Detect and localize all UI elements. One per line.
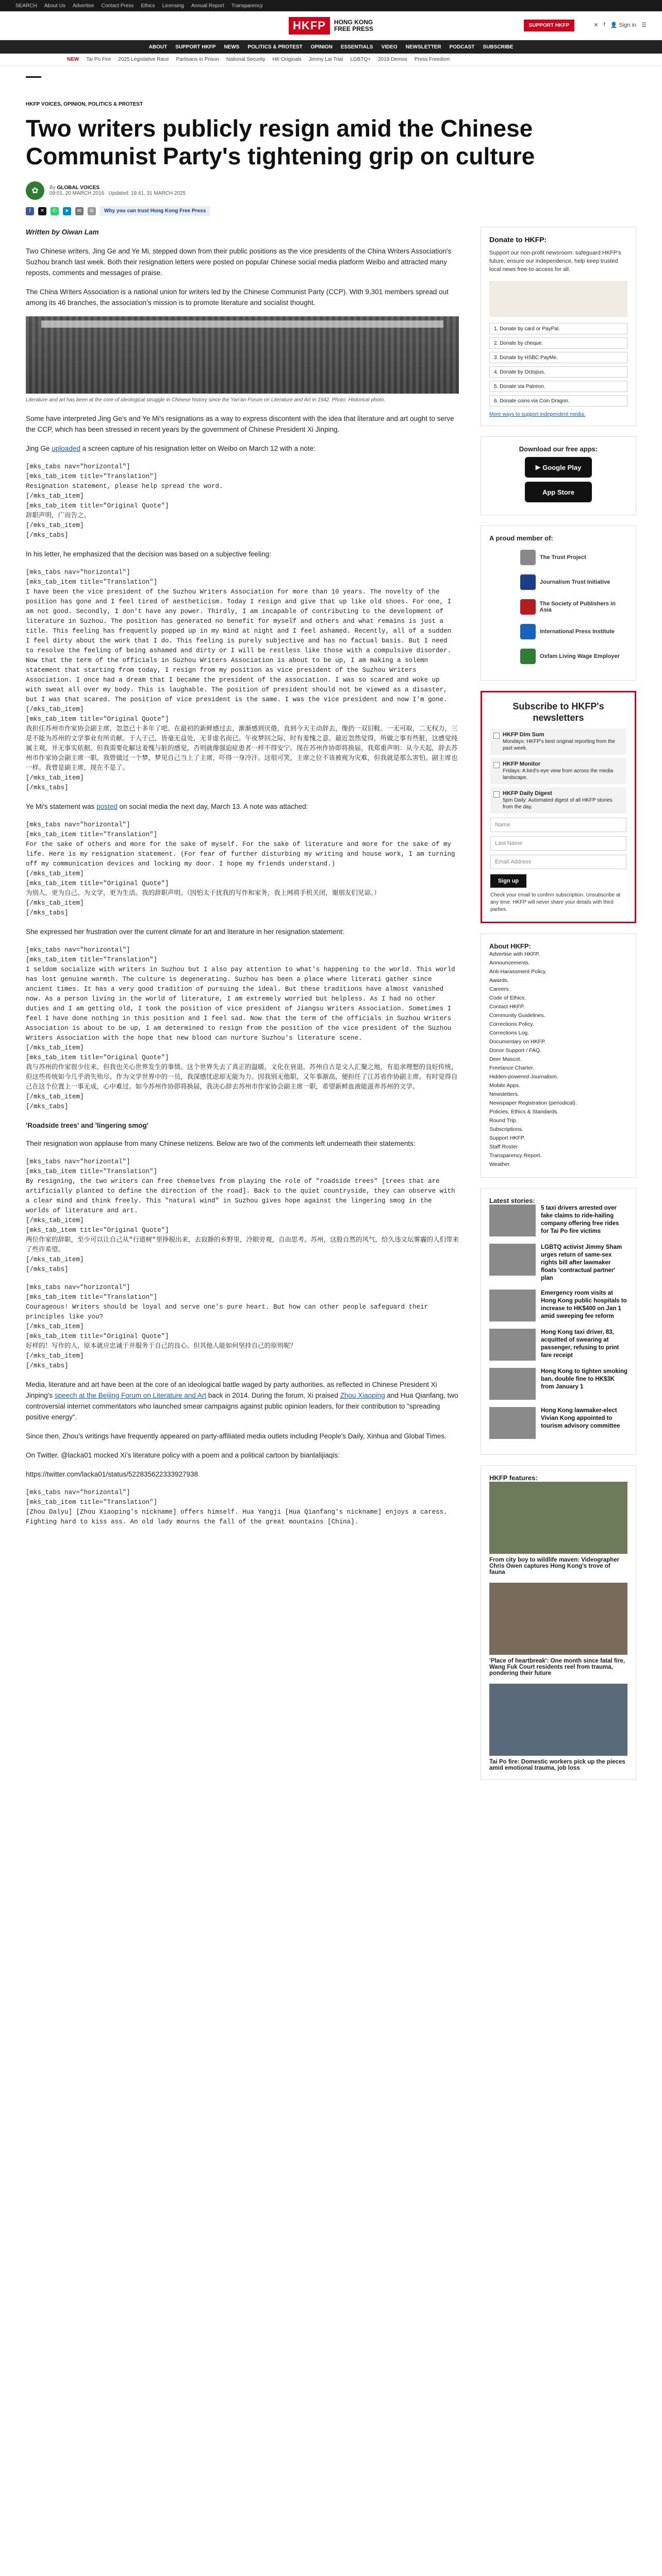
member-logo[interactable]: The Trust Project bbox=[520, 548, 627, 567]
logo-mark: HKFP bbox=[289, 17, 330, 35]
story-title[interactable]: Hong Kong to tighten smoking ban, double fine to HK$3K from January 1 bbox=[541, 1368, 628, 1390]
feature-image[interactable] bbox=[489, 1482, 627, 1554]
about-item[interactable]: Newspaper Registration (periodical). bbox=[489, 1100, 577, 1106]
apps-box bbox=[481, 436, 636, 515]
logo-text: HONG KONG FREE PRESS bbox=[334, 18, 373, 32]
about-item[interactable]: Awards. bbox=[489, 977, 509, 984]
masthead bbox=[0, 11, 662, 40]
ticker-item[interactable]: 2025 Legislative Race bbox=[118, 57, 169, 62]
story-thumbnail[interactable] bbox=[489, 1329, 536, 1361]
story-thumbnail[interactable] bbox=[489, 1244, 536, 1276]
top-utility-bar bbox=[0, 0, 662, 11]
article-body bbox=[26, 227, 459, 1535]
more-ways-link[interactable]: More ways to support independent media. bbox=[489, 412, 586, 417]
member-logo[interactable]: Oxfam Living Wage Employer bbox=[520, 647, 627, 666]
whatsapp-share-icon[interactable]: ✆ bbox=[51, 207, 59, 215]
feature-title[interactable]: 'Place of heartbreak': One month since fatal fire, Wang Fuk Court residents reel from trauma, pondering their future bbox=[489, 1658, 625, 1676]
features-title: HKFP features: bbox=[489, 1474, 538, 1482]
member-title: A proud member of: bbox=[489, 534, 553, 542]
feature-image[interactable] bbox=[489, 1583, 627, 1655]
about-item[interactable]: Community Guidelines. bbox=[489, 1012, 545, 1019]
author-avatar: ✿ bbox=[26, 181, 44, 200]
donate-option[interactable]: 6. Donate coins via Coin Dragon. bbox=[489, 395, 627, 406]
topbar-annual-report[interactable]: Annual Report bbox=[191, 3, 224, 9]
ticker-item[interactable]: Tai Po Fire bbox=[86, 57, 111, 62]
share-bar bbox=[26, 206, 636, 216]
membership-box bbox=[481, 526, 636, 681]
paragraph: The China Writers Association is a national union for writers led by the Chinese Communist Party (CCP). With 9,301 members spread out among its 46 branches, the association's mission is to promote literature and socialist thought. bbox=[26, 288, 449, 307]
nav-politics[interactable]: POLITICS & PROTEST bbox=[247, 44, 303, 50]
about-item[interactable]: Policies, Ethics & Standards. bbox=[489, 1109, 559, 1115]
about-list bbox=[489, 950, 627, 1169]
about-item[interactable]: Careers. bbox=[489, 986, 510, 992]
newsletter-option[interactable]: HKFP Daily Digest 5pm Daily: Automated digest of all HKFP stories from the day. bbox=[490, 787, 626, 814]
category-rule bbox=[26, 76, 143, 107]
copy-link-icon[interactable]: ⧉ bbox=[88, 207, 96, 215]
paragraph: Some have interpreted Jing Ge's and Ye Mi's resignations as a way to express discontent with the idea that literature and art ought to serve the CCP, which has been stressed in recent years by the government of Chinese President Xi Jinping. bbox=[26, 415, 454, 433]
subscribe-note: Check your email to confirm subscription. Unsubscribe at any time. HKFP will never share your details with third parties. bbox=[490, 892, 621, 912]
nav-news[interactable]: NEWS bbox=[224, 44, 240, 50]
feature-card[interactable] bbox=[489, 1684, 627, 1771]
nav-opinion[interactable]: OPINION bbox=[310, 44, 333, 50]
story-title[interactable]: Hong Kong taxi driver, 83, acquitted of swearing at passenger, refusing to print fare receipt bbox=[541, 1329, 619, 1359]
ticker-item[interactable]: Jimmy Lai Trial bbox=[308, 57, 343, 62]
posted-link[interactable]: posted bbox=[96, 803, 118, 810]
topbar-search[interactable]: SEARCH bbox=[15, 3, 37, 9]
story-card[interactable] bbox=[489, 1244, 627, 1282]
newsletter-box bbox=[481, 691, 636, 923]
quote-block: [mks_tabs nav="horizontal"] [mks_tab_item title="Translation"] By resigning, the two writers can free themselves from playing the role of "roadside trees" [trees that are artificially planted to define the direction of the road]. Back to the quiet countryside, they can observe with a clear mind and think freely. This "natural wind" in Suzhou gives hope against the lingering smog in the worlds of literature and art. [/mks_tab_item] [mks_tab_item title="Original Quote"] 两位作家的辞职，至少可以让自己从"行道树"里挣脱出来，去寂静的乡野里，冷眼旁观，自由思考。苏州，这股自然的风气，给久违文坛雾霾的人们带来了些许希望。 [/mks_tab_item] [/mks_tabs] bbox=[26, 1158, 459, 1273]
story-card[interactable] bbox=[489, 1290, 627, 1321]
checkbox-icon[interactable] bbox=[493, 762, 500, 768]
paragraph: Their resignation won applause from many Chinese netizens. Below are two of the comments left underneath their statements: bbox=[26, 1140, 416, 1147]
feature-card[interactable] bbox=[489, 1482, 627, 1575]
feature-image[interactable] bbox=[489, 1684, 627, 1756]
donate-option[interactable]: 3. Donate by HSBC PayMe. bbox=[489, 352, 627, 363]
uploaded-link[interactable]: uploaded bbox=[52, 445, 80, 452]
nav-support[interactable]: SUPPORT HKFP bbox=[175, 44, 216, 50]
paragraph: Since then, Zhou's writings have frequently appeared on party-affiliated media outlets including People's Daily, Xinhua and Global Times. bbox=[26, 1432, 446, 1440]
about-item[interactable]: Documentary on HKFP. bbox=[489, 1039, 546, 1045]
newsletter-option[interactable]: HKFP Monitor Fridays: A bird's-eye view from across the media landscape. bbox=[490, 758, 626, 784]
quote-block: [mks_tabs nav="horizontal"] [mks_tab_item title="Translation"] I have been the vice president of the Suzhou Writers Association for more than 10 years. The novelty of the position has gone and I feel tired of aestheticism. Today I resign and give that up like old shoes. For one, I am not good. Secondly, I don't have any power. Thirdly, I am incapable of contributing to the development of literature in Suzhou. The position has generated no benefit for myself and others and what remains is just a title. This feeling has frequently popped up in my mind at night and I feel ashamed. Recently, all of a sudden I feel dirty about the work that I do. This feeling is purely subjective and has no factual basis. But I need to resolve the feeling of being ashamed and dirty or I will be restless like those with a compulsive disorder. Now that the term of the officials in Suzhou Writers Association is about to be up, I am making a solemn statement that starting from today, I resign from my position as vice president of the Suzhou Writers Association. I once had a dream that I became the president of the association. I was so scared and woke up with sweat all over my body. This is laughable. The position of president should not be viewed as a disaster, but I was that scared. The position of vice president is the same. I was the vice president and now I'm gone. [/mks_tab_item] [mks_tab_item title="Original Quote"] 我担任苏州市作家协会副主席，忽忽已十多年了吧。在最初的新鲜感过去，渐渐感到厌倦，直到今天主动辞去，像扔一双旧鞋。一无可取，二无权力，三是不能为苏州的文学事业有所贡献。于人于己，皆毫无益处，无非虚名而已。午夜梦回之际，时有羞愧之意。最近忽然觉得，所做之事有些脏，这感觉纯属主观，并无事实依据。但我需要化解这羞愧与脏的感觉，否则就像强迫症患者一样不得安宁。现在苏州作协即将换届，我郑重声明：从今天起，辞去苏州市作家协会副主席一职。我曾做过一个梦，梦见自己当上了主席，吓得一身冷汗。这很可笑，主席之位不该被视为灾难，但我就是那么害怕。副主席也一样。我曾是副主席，现在不是了。 [/mks_tab_item] [/mks_tabs] bbox=[26, 569, 458, 791]
email-share-icon[interactable]: ✉ bbox=[75, 207, 84, 215]
about-item[interactable]: Mobile Apps. bbox=[489, 1082, 521, 1089]
donate-image bbox=[489, 281, 627, 317]
ticker-item[interactable]: 2019 Demos bbox=[378, 57, 407, 62]
nav-video[interactable]: VIDEO bbox=[381, 44, 398, 50]
topbar-about[interactable]: About Us bbox=[44, 3, 65, 9]
member-logo[interactable]: International Press Institute bbox=[520, 622, 627, 641]
quote-block: [mks_tabs nav="horizontal"] [mks_tab_item title="Translation"] I seldom socialize with writers in Suzhou but I also pay attention to what's happening to the world. This world has lost genuine warmth. The culture is degenerating. Suzhou has been a place where literati gather since ancient times. It has a very good tradition of pursuing the ideal. But these traditions have almost vanished now. As a person living in the world of literature, I am extremely worried but helpless. As I had no other duties and I am getting old, I took the position of vice president of Jiangsu Writers Association. Sometimes I feel I have done nothing in this position and I feel sad. Now that the term of the officials in Suzhou Writers Association is about to be up, I am determined to resign from the position of the vice president of the Suzhou Writers Association with the hope that new blood can nurture Suzhou's literature scene. [/mks_tab_item] [mks_tab_item title="Original Quote"] 我与苏州的作家很少往来，但我也关心世界发生的事情。这个世界失去了真正的温暖，文化在衰退。苏州自古是文人汇聚之地，有追求理想的良好传统，但这些传统如今几乎消失殆尽。作为文学世界中的一员，我深感忧虑却无能为力。因我别无他职，又年事渐高，便担任了江苏省作协副主席。有时觉得自己在这个位置上一事无成，心中难过。如今苏州作协即将换届，我决心辞去苏州市作家协会副主席一职，希望新鲜血液能滋养苏州的文学。 [/mks_tab_item] [/mks_tabs] bbox=[26, 946, 458, 1110]
about-item[interactable]: Donor Support / FAQ. bbox=[489, 1047, 541, 1054]
checkbox-icon[interactable] bbox=[493, 733, 500, 739]
article-category[interactable]: HKFP VOICES, OPINION, POLITICS & PROTEST bbox=[26, 101, 143, 107]
paragraph: In his letter, he emphasized that the decision was based on a subjective feeling: bbox=[26, 550, 271, 558]
about-item[interactable]: Staff Roster. bbox=[489, 1144, 519, 1150]
masthead-actions bbox=[593, 22, 647, 28]
tweet-url[interactable]: https://twitter.com/lacka01/status/522835622333927938 bbox=[26, 1470, 198, 1478]
paragraph: Two Chinese writers, Jing Ge and Ye Mi, stepped down from their public positions as the vice presidents of the China Writers Association's Suzhou branch last week. Both their resignation letters were posted on popular Chinese social media platform Weibo and attracted many reposts, comments and messages of praise. bbox=[26, 247, 452, 277]
checkbox-icon[interactable] bbox=[493, 791, 500, 798]
story-title[interactable]: 5 taxi drivers arrested over fake claims to ride-hailing company offering free rides for Tai Po fire victims bbox=[541, 1205, 619, 1234]
story-title[interactable]: LGBTQ activist Jimmy Sham urges return of same-sex rights bill after lawmaker floats 'contractual partner' plan bbox=[541, 1244, 622, 1281]
section-heading: 'Roadside trees' and 'lingering smog' bbox=[26, 1122, 148, 1129]
ticker-item[interactable]: HK Originals bbox=[272, 57, 302, 62]
topbar-licensing[interactable]: Licensing bbox=[162, 3, 184, 9]
paragraph: Jing Ge uploaded a screen capture of his resignation letter on Weibo on March 12 with a note: bbox=[26, 445, 316, 452]
quote-block: [mks_tabs nav="horizontal"] [mks_tab_item title="Translation"] [Zhou Dalyu] [Zhou Xiaoping's nickname] offers himself. Hua Yangji [Hua Qianfang's nickname] enjoys a caress. Fighting hard to kiss ass. An old lady mourns the fall of the great mountains [China]. bbox=[26, 1489, 448, 1526]
ticker-item[interactable]: Partisans in Prison bbox=[176, 57, 219, 62]
nav-podcast[interactable]: PODCAST bbox=[449, 44, 475, 50]
app-store-button[interactable]: App Store bbox=[525, 482, 592, 502]
topic-ticker bbox=[0, 54, 662, 66]
x-share-icon[interactable]: ✕ bbox=[38, 207, 46, 215]
apps-title: Download our free apps: bbox=[519, 445, 598, 453]
quote-block: [mks_tabs nav="horizontal"] [mks_tab_item title="Translation"] Resignation statement, please help spread the word. [/mks_tab_item] [mks_tab_item title="Original Quote"] 辞职声明，广而告之。 [/mks_tab_item] [/mks_tabs] bbox=[26, 463, 223, 539]
signup-button[interactable]: Sign up bbox=[490, 874, 526, 888]
story-card[interactable] bbox=[489, 1205, 627, 1236]
last-name-field[interactable]: Last Name bbox=[490, 836, 626, 851]
article-header bbox=[26, 76, 636, 216]
features-box bbox=[481, 1465, 636, 1780]
topbar-contact[interactable]: Contact Press bbox=[101, 3, 134, 9]
nav-newsletter[interactable]: NEWSLETTER bbox=[405, 44, 441, 50]
about-item[interactable]: Newsletters. bbox=[489, 1091, 519, 1097]
ticker-item[interactable]: Press Freedom bbox=[414, 57, 450, 62]
topbar-advertise[interactable]: Advertise bbox=[72, 3, 94, 9]
donate-option[interactable]: 2. Donate by cheque. bbox=[489, 337, 627, 349]
twitter-icon[interactable]: ✕ bbox=[593, 22, 599, 28]
story-title[interactable]: Emergency room visits at Hong Kong public hospitals to increase to HK$400 on Jan 1 amid sweeping fee reform bbox=[541, 1290, 627, 1319]
topbar-ethics[interactable]: Ethics bbox=[141, 3, 155, 9]
story-thumbnail[interactable] bbox=[489, 1290, 536, 1321]
historical-photo bbox=[26, 316, 459, 394]
facebook-share-icon[interactable]: f bbox=[26, 207, 34, 215]
donate-option[interactable]: 5. Donate via Patreon. bbox=[489, 381, 627, 392]
story-title[interactable]: Hong Kong lawmaker-elect Vivian Kong appointed to tourism advisory committee bbox=[541, 1408, 620, 1429]
paragraph: She expressed her frustration over the current climate for art and literature in her resignation statement: bbox=[26, 928, 344, 936]
story-card[interactable] bbox=[489, 1329, 627, 1361]
menu-icon[interactable]: ☰ bbox=[641, 22, 647, 28]
subscribe-title: Subscribe to HKFP's newsletters bbox=[512, 701, 604, 723]
about-title: About HKFP: bbox=[489, 942, 531, 950]
donate-option[interactable]: 4. Donate by Octopus. bbox=[489, 366, 627, 378]
feature-card[interactable] bbox=[489, 1583, 627, 1676]
author-name[interactable]: GLOBAL VOICES bbox=[57, 185, 100, 191]
speech-link[interactable]: speech at the Beijing Forum on Literature and Art bbox=[54, 1392, 207, 1399]
about-box bbox=[481, 934, 636, 1178]
about-item[interactable]: Advertise with HKFP. bbox=[489, 951, 540, 957]
email-field[interactable]: Email Address bbox=[490, 855, 626, 869]
about-item[interactable]: Corrections Log. bbox=[489, 1030, 529, 1036]
latest-stories bbox=[481, 1188, 636, 1455]
hkfp-logo[interactable] bbox=[289, 17, 373, 35]
about-item[interactable]: Corrections Policy. bbox=[489, 1021, 534, 1027]
written-by: Written by Oiwan Lam bbox=[26, 228, 99, 236]
feature-title[interactable]: Tai Po fire: Domestic workers pick up the pieces amid emotional trauma, job loss bbox=[489, 1759, 625, 1771]
about-item[interactable]: Deer Mascot. bbox=[489, 1056, 522, 1062]
about-item[interactable]: Code of Ethics. bbox=[489, 995, 526, 1001]
about-item[interactable]: Round Trip. bbox=[489, 1117, 518, 1124]
about-item[interactable]: Contact HKFP. bbox=[489, 1004, 525, 1010]
about-item[interactable]: Hidden-powered Journalism. bbox=[489, 1074, 558, 1080]
about-item[interactable]: Subscriptions. bbox=[489, 1126, 523, 1132]
donate-box bbox=[481, 227, 636, 426]
donate-option[interactable]: 1. Donate by card or PayPal. bbox=[489, 323, 627, 334]
donate-text: Support our non-profit newsroom: safeguard HKFP's future, ensure our independence, help keep trusted local news free-to-access for all. bbox=[489, 250, 621, 273]
ticker-item[interactable]: LGBTQ+ bbox=[350, 57, 371, 62]
first-name-field[interactable]: Name bbox=[490, 818, 626, 832]
sidebar bbox=[481, 227, 636, 1780]
feature-title[interactable]: From city boy to wildlife maven: Videographer Chris Owen captures Hong Kong's trove of fauna bbox=[489, 1557, 620, 1575]
paragraph: On Twitter, @lacka01 mocked Xi's literature policy with a poem and a political cartoon by bianlalijiaqis: bbox=[26, 1451, 340, 1459]
story-thumbnail[interactable] bbox=[489, 1368, 536, 1400]
quote-block: [mks_tabs nav="horizontal"] [mks_tab_item title="Translation"] Courageous! Writers should be loyal and serve one's pure heart. But how can other people safeguard their principles like you? [/mks_tab_item] [mks_tab_item title="Original Quote"] 好样的！写作的人，原本就应忠诚于并服务于自己的良心。但其他人能如何坚持自己的原则呢？ [/mks_tab_item] [/mks_tabs] bbox=[26, 1284, 428, 1369]
about-item[interactable]: Anti-Harassment Policy. bbox=[489, 969, 547, 975]
photo-caption: Literature and art has been at the core of ideological struggle in Chinese history since the Yan'an Forum on Literature and Art in 1942. Photo: Historical photo. bbox=[26, 397, 386, 403]
main-nav bbox=[0, 40, 662, 54]
byline: ✿ By GLOBAL VOICES 09:01, 20 MARCH 2016 Updated: 19:41, 31 MARCH 2025 bbox=[26, 181, 636, 200]
story-card[interactable] bbox=[489, 1407, 627, 1439]
trust-link[interactable]: Why you can trust Hong Kong Free Press bbox=[100, 206, 210, 216]
updated-date: Updated: 19:41, 31 MARCH 2025 bbox=[108, 191, 186, 196]
zhou-link[interactable]: Zhou Xiaoping bbox=[340, 1392, 385, 1399]
ticker-item[interactable]: National Security bbox=[226, 57, 266, 62]
nav-subscribe[interactable]: SUBSCRIBE bbox=[483, 44, 514, 50]
signin-link[interactable]: 👤 Sign in bbox=[610, 22, 637, 28]
story-thumbnail[interactable] bbox=[489, 1205, 536, 1236]
support-hkfp-button[interactable]: SUPPORT HKFP bbox=[524, 20, 574, 31]
about-item[interactable]: Transparency Report. bbox=[489, 1153, 542, 1159]
facebook-icon[interactable]: f bbox=[603, 22, 605, 28]
nav-essentials[interactable]: ESSENTIALS bbox=[340, 44, 373, 50]
article-title: Two writers publicly resign amid the Chinese Communist Party's tightening grip on culture bbox=[26, 115, 535, 170]
publish-date: 09:01, 20 MARCH 2016 bbox=[49, 191, 105, 196]
quote-block: [mks_tabs nav="horizontal"] [mks_tab_item title="Translation"] For the sake of others and more for the sake of myself. For the sake of literature and more for the sake of my life. Here is my resignation statement. (For fear of further disturbing my writing and house work, I am turning off my communication devices and locking my door. I hope my friends understand.) [/mks_tab_item] [mks_tab_item title="Original Quote"] 为别人，更为自己。为文学，更为生活。我的辞职声明。（因怕太干扰我的写作和家务，我上网将手机关闭，谢朋友们见谅。） [/mks_tab_item] [/mks_tabs] bbox=[26, 821, 455, 917]
member-logo[interactable]: Journalism Trust Initiative bbox=[520, 573, 627, 591]
about-item[interactable]: Support HKFP. bbox=[489, 1135, 525, 1141]
newsletter-option[interactable]: HKFP Dim Sum Mondays: HKFP's best original reporting from the past week. bbox=[490, 728, 626, 755]
paragraph: Media, literature and art have been at the core of an ideological battle waged by party authorities, as reflected in Chinese President Xi Jinping's speech at the Beijing Forum on Literature and Art back in 2014. During the forum, Xi praised Zhou Xiaoping and Hua Qianfang, two controversial internet commentators who launched smear campaigns against public opinion leaders, for their contribution to "spreading positive energy". bbox=[26, 1381, 458, 1421]
nav-about[interactable]: ABOUT bbox=[148, 44, 168, 50]
google-play-button[interactable]: ▶ Google Play bbox=[525, 457, 592, 478]
topbar-transparency[interactable]: Transparency bbox=[231, 3, 263, 9]
about-item[interactable]: Announcements. bbox=[489, 960, 530, 966]
latest-title: Latest stories: bbox=[489, 1197, 535, 1205]
donate-title: Donate to HKFP: bbox=[489, 235, 547, 244]
about-item[interactable]: Weather. bbox=[489, 1161, 511, 1167]
paragraph: Ye Mi's statement was posted on social media the next day, March 13. A note was attached: bbox=[26, 803, 308, 810]
ticker-label: NEW bbox=[67, 57, 79, 62]
member-logo[interactable]: The Society of Publishers in Asia bbox=[520, 598, 627, 616]
about-item[interactable]: Freelance Charter. bbox=[489, 1065, 534, 1071]
story-thumbnail[interactable] bbox=[489, 1407, 536, 1439]
story-card[interactable] bbox=[489, 1368, 627, 1400]
telegram-share-icon[interactable]: ➤ bbox=[63, 207, 71, 215]
